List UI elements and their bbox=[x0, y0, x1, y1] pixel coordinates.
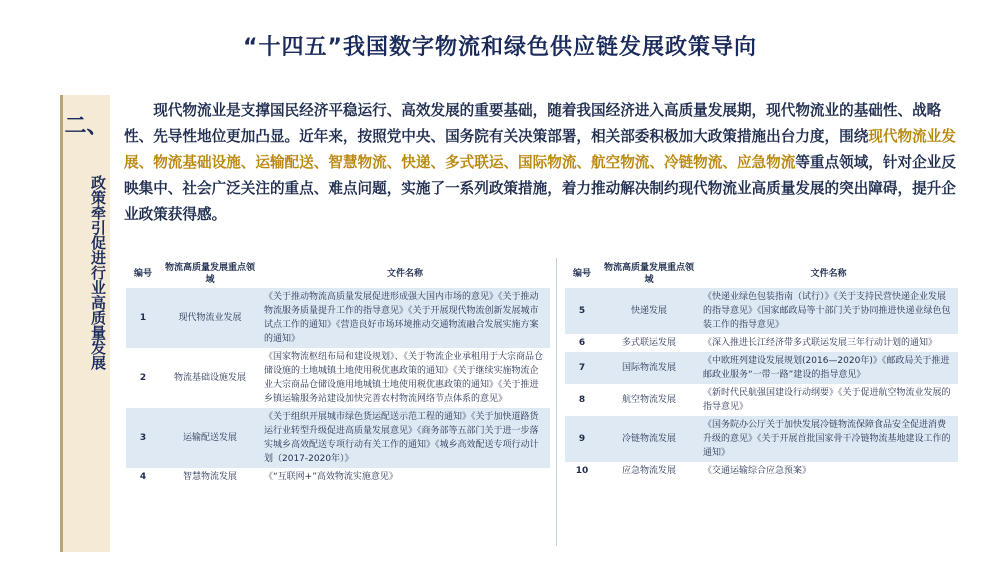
header-docs: 文件名称 bbox=[699, 260, 958, 288]
row-number: 8 bbox=[578, 395, 586, 405]
row-number: 6 bbox=[578, 338, 586, 348]
row-area: 应急物流发展 bbox=[621, 466, 676, 476]
section-sidebar bbox=[60, 95, 110, 552]
row-number: 4 bbox=[139, 472, 147, 482]
row-documents: 《国家物流枢纽布局和建设规划》、《关于物流企业承租用于大宗商品仓储设施的土地城镇土地使用税优惠政策的通知》《关于继续实施物流企业大宗商品仓储设施用地城镇土地使用税优惠政策的通知》《关于推进乡镇运输服务站建设加快完善农村物流网络节点体系的意见》 bbox=[264, 352, 544, 404]
row-documents: 《新时代民航强国建设行动纲要》《关于促进航空物流业发展的指导意见》 bbox=[703, 388, 951, 412]
table-row bbox=[565, 462, 958, 480]
row-number: 10 bbox=[575, 466, 589, 476]
header-docs: 文件名称 bbox=[260, 260, 550, 288]
table-row bbox=[126, 468, 550, 486]
table-divider bbox=[556, 258, 557, 546]
row-number: 9 bbox=[565, 416, 599, 462]
table-row bbox=[126, 348, 550, 408]
row-area: 智慧物流发展 bbox=[182, 472, 237, 482]
intro-paragraph bbox=[124, 98, 956, 228]
row-documents: 《快递业绿色包装指南（试行）》《关于支持民营快递企业发展的指导意见》《国家邮政局等十部门关于协同推进快递业绿色包装工作的指导意见》 bbox=[699, 288, 958, 334]
row-area: 运输配送发展 bbox=[160, 408, 260, 468]
header-area: 物流高质量发展重点领域 bbox=[599, 260, 699, 288]
row-number: 7 bbox=[565, 352, 599, 384]
row-area: 现代物流业发展 bbox=[160, 288, 260, 348]
row-documents: 《关于推动物流高质量发展促进形成强大国内市场的意见》《关于推动物流服务质量提升工作的指导意见》《关于开展现代物流创新发展城市试点工作的通知》《营造良好市场环境推动交通物流融合发展实施方案的通知》 bbox=[260, 288, 550, 348]
row-number: 5 bbox=[565, 288, 599, 334]
header-num: 编号 bbox=[126, 260, 160, 288]
row-area: 航空物流发展 bbox=[621, 395, 676, 405]
table-row bbox=[565, 416, 958, 462]
row-documents: 《国务院办公厅关于加快发展冷链物流保障食品安全促进消费升级的意见》《关于开展首批国家骨干冷链物流基地建设工作的通知》 bbox=[699, 416, 958, 462]
intro-text-part1: 现代物流业是支撑国民经济平稳运行、高效发展的重要基础，随着我国经济进入高质量发展期，现代物流业的基础性、战略性、先导性地位更加凸显。近年来，按照党中央、国务院有关决策部署，相关部委积极加大政策措施出台力度，围绕 bbox=[124, 102, 942, 145]
section-heading: 政策牵引促进行业高质量发展 bbox=[89, 175, 107, 370]
row-area: 多式联运发展 bbox=[621, 338, 676, 348]
page-title: “十四五”我国数字物流和绿色供应链发展政策导向 bbox=[243, 35, 757, 60]
row-area: 国际物流发展 bbox=[599, 352, 699, 384]
table-row bbox=[565, 334, 958, 352]
row-documents: 《深入推进长江经济带多式联运发展三年行动计划的通知》 bbox=[703, 338, 938, 348]
policy-table-right bbox=[565, 260, 958, 480]
row-number: 3 bbox=[126, 408, 160, 468]
policy-table-left bbox=[126, 260, 550, 486]
row-area: 冷链物流发展 bbox=[599, 416, 699, 462]
table-row bbox=[565, 352, 958, 384]
table-header-row bbox=[126, 260, 550, 288]
row-documents: 《交通运输综合应急预案》 bbox=[703, 466, 812, 476]
header-area: 物流高质量发展重点领域 bbox=[160, 260, 260, 288]
intro-highlight-areas: 现代物流业发展、物流基础设施、运输配送、智慧物流、快递、多式联运、国际物流、航空物流、冷链物流、应急物流 bbox=[124, 128, 956, 171]
row-area: 快递发展 bbox=[599, 288, 699, 334]
row-documents: 《关于组织开展城市绿色货运配送示范工程的通知》《关于加快道路货运行业转型升级促进高质量发展意见》《商务部等五部门关于进一步落实城乡高效配送专项行动有关工作的通知》《城乡高效配送专项行动计划（2017-2020年）》 bbox=[260, 408, 550, 468]
row-area: 物流基础设施发展 bbox=[173, 373, 246, 383]
row-documents: 《“互联网+”高效物流实施意见》 bbox=[264, 472, 398, 482]
header-num: 编号 bbox=[565, 260, 599, 288]
intro-text-part2: 等重点领域，针对企业反映集中、社会广泛关注的重点、难点问题，实施了一系列政策措施，着力推动解决制约现代物流业高质量发展的突出障碍，提升企业政策获得感。 bbox=[124, 154, 956, 223]
row-number: 2 bbox=[139, 373, 147, 383]
table-row bbox=[565, 288, 958, 334]
row-documents: 《中欧班列建设发展规划(2016—2020年)》《邮政局关于推进邮政业服务“一带一路”建设的指导意见》 bbox=[699, 352, 958, 384]
table-row bbox=[565, 384, 958, 416]
table-row bbox=[126, 408, 550, 468]
section-number: 二、 bbox=[64, 114, 109, 139]
table-row bbox=[126, 288, 550, 348]
row-number: 1 bbox=[126, 288, 160, 348]
table-header-row bbox=[565, 260, 958, 288]
